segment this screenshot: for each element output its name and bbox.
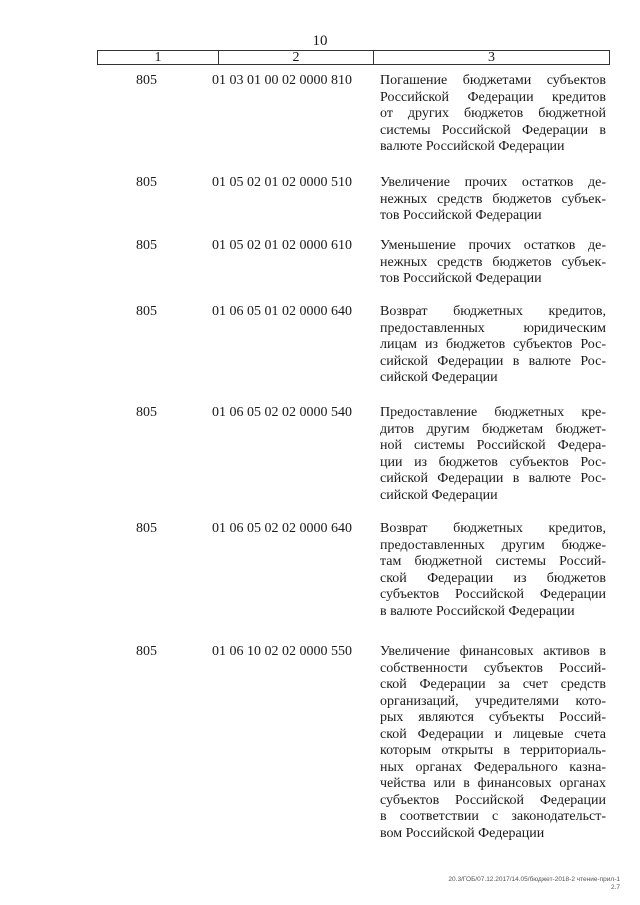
description-line: Увеличение прочих остатков де- bbox=[380, 175, 606, 190]
admin-code-cell: 805 bbox=[136, 73, 157, 88]
description-line: в соответствии с законодательст- bbox=[380, 809, 606, 824]
admin-code-cell: 805 bbox=[136, 238, 157, 253]
description-line: дитов другим бюджетам бюджет- bbox=[380, 421, 606, 437]
budget-code-cell: 01 06 10 02 02 0000 550 bbox=[212, 644, 352, 659]
description-line: субъектов Российской Федерации bbox=[380, 587, 606, 602]
description-line: Возврат бюджетных кредитов, bbox=[380, 521, 606, 536]
document-footer bbox=[380, 876, 620, 892]
page-number: 10 bbox=[312, 33, 328, 49]
column-header-1: 1 bbox=[98, 51, 219, 64]
description-cell bbox=[380, 521, 606, 620]
description-cell bbox=[380, 644, 606, 842]
footer-page-ref: 2.7 bbox=[610, 884, 620, 891]
description-cell bbox=[380, 73, 606, 156]
description-line: ской Федерации из бюджетов bbox=[380, 570, 606, 586]
column-header-2: 2 bbox=[219, 51, 374, 64]
description-line: тов Российской Федерации bbox=[380, 208, 542, 223]
description-line: предоставленных другим бюдже- bbox=[380, 537, 606, 553]
description-line: ской Федерации и лицевые счета bbox=[380, 726, 606, 742]
description-line: сийской Федерации bbox=[380, 370, 498, 385]
footer-reference: 20.3/ГОБ/07.12.2017/14.05/бюджет-2018-2 чтение-прил-1 bbox=[448, 876, 620, 883]
admin-code-cell: 805 bbox=[136, 405, 157, 420]
description-line: нежных средств бюджетов субъек- bbox=[380, 254, 606, 270]
budget-code-cell: 01 06 05 02 02 0000 640 bbox=[212, 521, 352, 536]
budget-code-cell: 01 06 05 02 02 0000 540 bbox=[212, 405, 352, 420]
description-cell bbox=[380, 238, 606, 288]
description-line: нежных средств бюджетов субъек- bbox=[380, 191, 606, 207]
description-line: Предоставление бюджетных кре- bbox=[380, 405, 606, 420]
column-header-3: 3 bbox=[488, 50, 495, 65]
description-line: чейства или в финансовых органах bbox=[380, 776, 606, 791]
description-line: субъектов Российской Федерации bbox=[380, 792, 606, 808]
description-line: ции из бюджетов субъектов Рос- bbox=[380, 454, 606, 470]
description-line: Уменьшение прочих остатков де- bbox=[380, 238, 606, 253]
description-line: тов Российской Федерации bbox=[380, 271, 542, 286]
budget-code-cell: 01 03 01 00 02 0000 810 bbox=[212, 73, 352, 88]
description-line: валюте Российской Федерации bbox=[380, 139, 565, 154]
admin-code-cell: 805 bbox=[136, 521, 157, 536]
description-line: организаций, учредителями кото- bbox=[380, 693, 606, 709]
description-line: вом Российской Федерации bbox=[380, 825, 545, 841]
admin-code-cell: 805 bbox=[136, 644, 157, 659]
description-line: собственности субъектов Россий- bbox=[380, 660, 606, 676]
description-line: Российской Федерации кредитов bbox=[380, 89, 606, 105]
description-cell bbox=[380, 175, 606, 225]
description-line: рых являются субъекты Россий- bbox=[380, 710, 606, 725]
table-header-row bbox=[97, 50, 610, 65]
description-line: системы Российской Федерации в bbox=[380, 122, 606, 138]
description-line: лицам из бюджетов субъектов Рос- bbox=[380, 337, 606, 352]
budget-code-cell: 01 06 05 01 02 0000 640 bbox=[212, 304, 352, 319]
description-line: в валюте Российской Федерации bbox=[380, 603, 575, 619]
description-line: сийской Федерации в валюте Рос- bbox=[380, 471, 606, 486]
admin-code-cell: 805 bbox=[136, 175, 157, 190]
description-line: там бюджетной системы Россий- bbox=[380, 554, 606, 569]
description-line: Возврат бюджетных кредитов, bbox=[380, 304, 606, 319]
description-line: сийской Федерации bbox=[380, 487, 498, 503]
description-line: сийской Федерации в валюте Рос- bbox=[380, 353, 606, 369]
description-cell bbox=[380, 304, 606, 387]
description-line: Погашение бюджетами субъектов bbox=[380, 73, 606, 88]
description-line: которым открыты в территориаль- bbox=[380, 743, 606, 758]
budget-code-cell: 01 05 02 01 02 0000 510 bbox=[212, 175, 352, 190]
description-line: от других бюджетов бюджетной bbox=[380, 106, 606, 121]
description-line: ных органах Федерального казна- bbox=[380, 759, 606, 775]
admin-code-cell: 805 bbox=[136, 304, 157, 319]
description-line: предоставленных юридическим bbox=[380, 320, 606, 336]
budget-code-cell: 01 05 02 01 02 0000 610 bbox=[212, 238, 352, 253]
description-cell bbox=[380, 405, 606, 504]
description-line: ной системы Российской Федера- bbox=[380, 438, 606, 453]
description-line: ской Федерации за счет средств bbox=[380, 677, 606, 692]
description-line: Увеличение финансовых активов в bbox=[380, 644, 606, 659]
